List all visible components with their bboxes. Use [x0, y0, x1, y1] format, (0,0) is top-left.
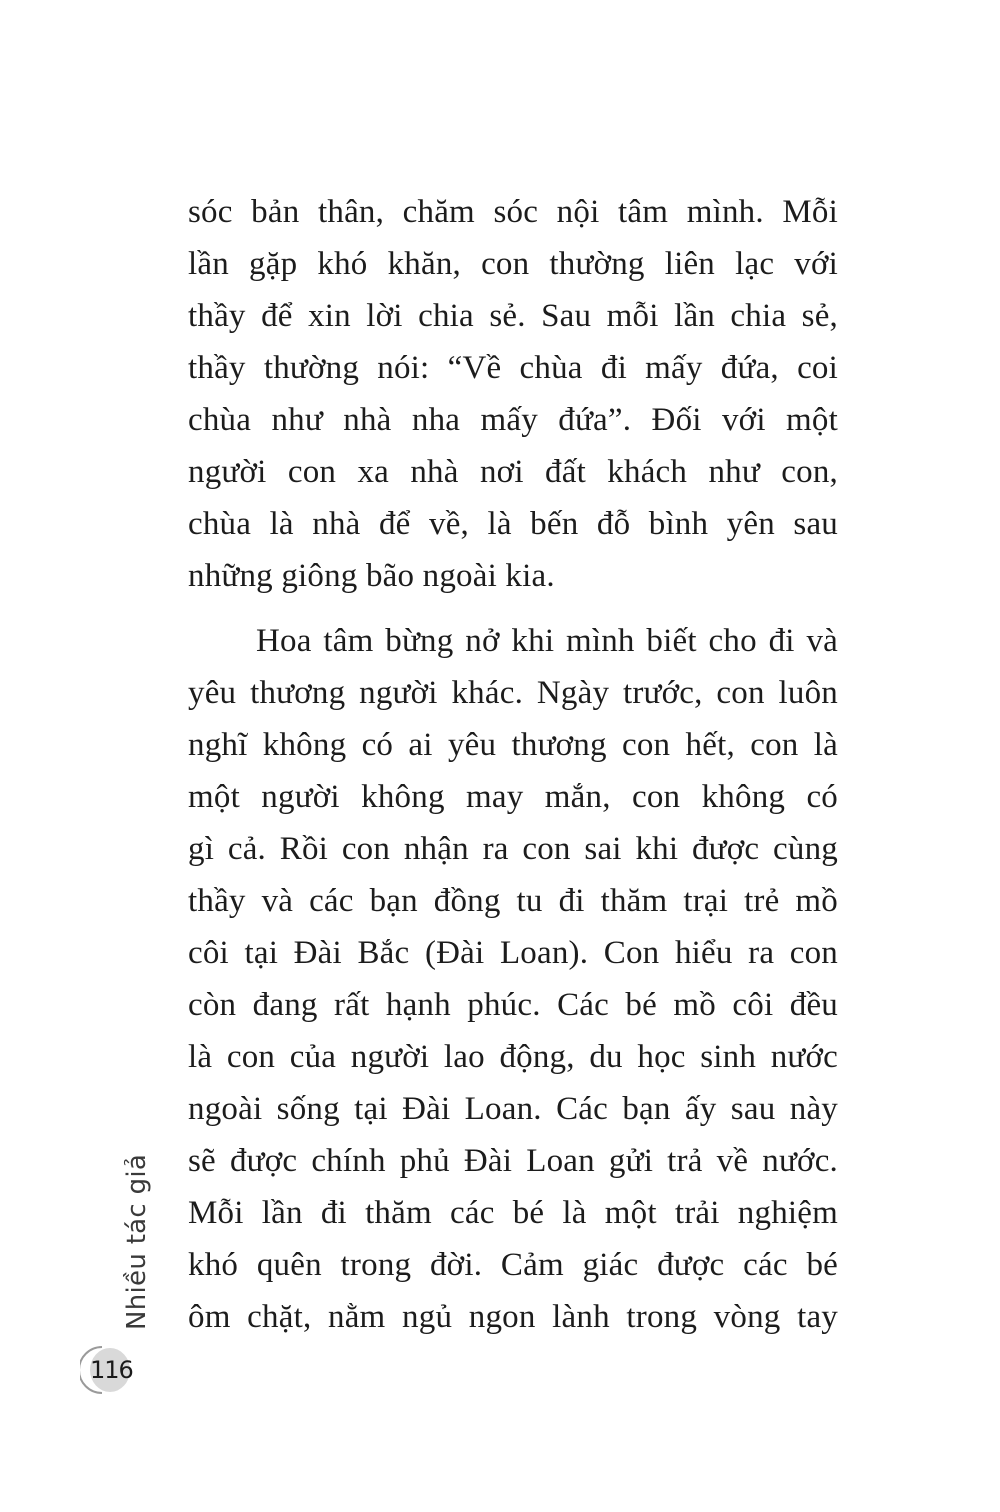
text-line: còn đang rất hạnh phúc. Các bé mồ côi đều — [188, 987, 838, 1023]
text-line: thầy và các bạn đồng tu đi thăm trại trẻ mồ — [188, 883, 838, 919]
paragraph-2 — [188, 615, 838, 1343]
text-line: yêu thương người khác. Ngày trước, con luôn — [188, 675, 838, 711]
text-line: chùa là nhà để về, là bến đỗ bình yên sau — [188, 506, 838, 542]
text-line: khó quên trong đời. Cảm giác được các bé — [188, 1247, 838, 1283]
text-line: nghĩ không có ai yêu thương con hết, con là — [188, 727, 838, 763]
running-head-author: Nhiều tác giả — [122, 1153, 152, 1330]
paragraph-1 — [188, 186, 838, 602]
text-line: Hoa tâm bừng nở khi mình biết cho đi và — [256, 623, 838, 659]
text-line: người con xa nhà nơi đất khách như con, — [188, 454, 838, 490]
text-line: thầy thường nói: “Về chùa đi mấy đứa, coi — [188, 350, 838, 386]
text-line: gì cả. Rồi con nhận ra con sai khi được cùng — [188, 831, 838, 867]
text-line: những giông bão ngoài kia. — [188, 558, 555, 594]
text-line: sẽ được chính phủ Đài Loan gửi trả về nước. — [188, 1143, 838, 1179]
text-line: một người không may mắn, con không có — [188, 779, 838, 815]
text-line: Mỗi lần đi thăm các bé là một trải nghiệm — [188, 1195, 838, 1231]
page-number: 116 — [90, 1356, 133, 1384]
text-line: thầy để xin lời chia sẻ. Sau mỗi lần chia sẻ, — [188, 298, 838, 334]
page-number-badge — [80, 1344, 132, 1396]
text-line: ngoài sống tại Đài Loan. Các bạn ấy sau này — [188, 1091, 838, 1127]
text-line: chùa như nhà nha mấy đứa”. Đối với một — [188, 402, 838, 438]
text-line: sóc bản thân, chăm sóc nội tâm mình. Mỗi — [188, 194, 838, 230]
text-line: côi tại Đài Bắc (Đài Loan). Con hiểu ra con — [188, 935, 838, 971]
text-line: ôm chặt, nằm ngủ ngon lành trong vòng tay — [188, 1299, 838, 1335]
body-text — [188, 186, 838, 1343]
text-line: là con của người lao động, du học sinh nước — [188, 1039, 838, 1075]
text-line: lần gặp khó khăn, con thường liên lạc với — [188, 246, 838, 282]
